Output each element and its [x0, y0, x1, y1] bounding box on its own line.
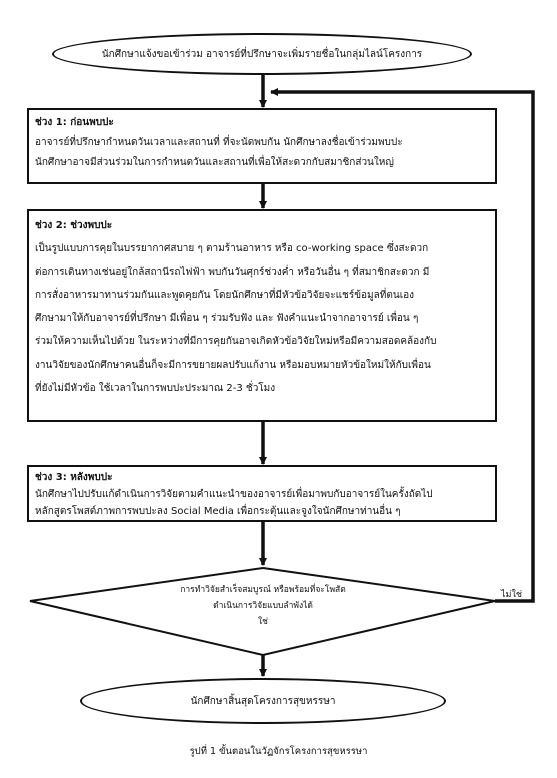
decision-no-label: ไม่ใช่	[501, 590, 522, 600]
end-terminal-text: นักศึกษาสิ้นสุดโครงการสุขหรรษา	[190, 695, 336, 707]
start-terminal	[52, 33, 472, 75]
decision-text	[63, 582, 463, 630]
step-2-line-3: การสั่งอาหารมาทานร่วมกันและพูดคุยกัน โดยนักศึกษาที่มีหัวข้อวิจัยจะแชร์ข้อมูลที่ตนเอง	[35, 289, 415, 301]
step-1-line-2: นักศึกษาอาจมีส่วนร่วมในการกำหนดวันและสถานที่เพื่อให้สะดวกกับสมาชิกส่วนใหญ่	[35, 157, 394, 168]
step-2-line-6: งานวิจัยของนักศึกษาคนอื่นก็จะมีการขยายผลปรับแก้งาน หรือมอบหมายหัวข้อใหม่ให้กับเพื่อน	[35, 359, 431, 371]
step-1-heading: ช่วง 1: ก่อนพบปะ	[35, 117, 114, 128]
step-box-2	[27, 209, 497, 422]
step-3-heading: ช่วง 3: หลังพบปะ	[35, 472, 113, 483]
decision-yes-label: ใช่	[258, 617, 268, 627]
step-3-line-2: หลักสูตรโพสต์ภาพการพบปะลง Social Media เพื่อกระตุ้นและจูงใจนักศึกษาท่านอื่น ๆ	[35, 506, 401, 517]
step-2-line-4: ศึกษามาให้กับอาจารย์ที่ปรึกษา มีเพื่อน ๆ ร่วมรับฟัง และ ฟังคำแนะนำจากอาจารย์ เพื่อน ๆ	[35, 313, 419, 325]
step-2-line-5: ร่วมให้ความเห็นไปด้วย ในระหว่างที่มีการคุยกันอาจเกิดหัวข้อวิจัยใหม่หรือมีความสอดคล้องกับ	[35, 336, 437, 348]
decision-line-2: ดำเนินการวิจัยแบบลำพังได้	[213, 601, 313, 611]
step-2-line-2: ต่อการเดินทางเช่นอยู่ใกล้สถานีรถไฟฟ้า พบกันวันศุกร์ช่วงค่ำ หรือวันอื่น ๆ ที่สมาชิกสะดวก มี	[35, 266, 430, 278]
decision-line-1: การทำวิจัยสำเร็จสมบูรณ์ หรือพร้อมที่จะโพสัต	[180, 585, 346, 595]
step-box-3	[27, 465, 497, 522]
step-2-heading: ช่วง 2: ช่วงพบปะ	[35, 220, 113, 231]
end-terminal	[80, 678, 446, 724]
figure-caption: รูปที่ 1 ขั้นตอนในวัฏจักรโครงการสุขหรรษา	[189, 746, 368, 757]
step-3-line-1: นักศึกษาไปปรับแก้ดำเนินการวิจัยตามคำแนะนำของอาจารย์เพื่อมาพบกับอาจารย์ในครั้งถัดไป	[35, 489, 433, 500]
step-2-line-7: ที่ยังไม่มีหัวข้อ ใช้เวลาในการพบปะประมาณ 2-3 ชั่วโมง	[35, 383, 276, 395]
step-2-line-1: เป็นรูปแบบการคุยในบรรยากาศสบาย ๆ ตามร้านอาหาร หรือ co-working space ซึ่งสะดวก	[35, 243, 429, 255]
step-box-1	[27, 108, 497, 184]
step-1-line-1: อาจารย์ที่ปรึกษากำหนดวันเวลาและสถานที่ ที่จะนัดพบกัน นักศึกษาลงชื่อเข้าร่วมพบปะ	[35, 137, 403, 148]
start-terminal-text: นักศึกษาแจ้งขอเข้าร่วม อาจารย์ที่ปรึกษาจะเพิ่มรายชื่อในกลุ่มไลน์โครงการ	[101, 48, 423, 60]
